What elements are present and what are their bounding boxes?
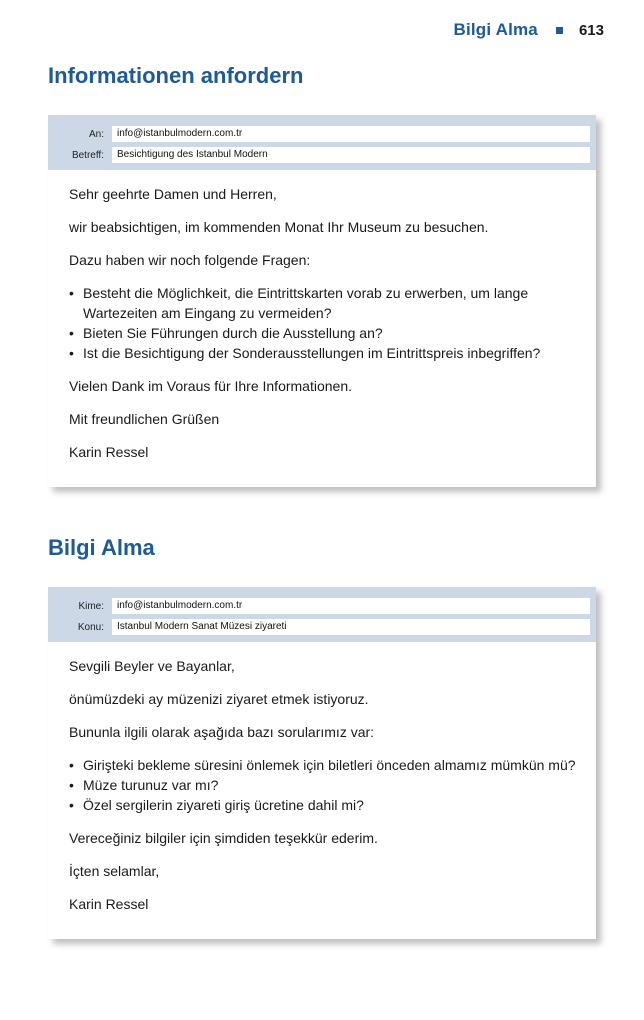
to-row — [54, 126, 590, 142]
email-body — [48, 642, 596, 939]
page-number: 613 — [578, 21, 604, 39]
email-german — [48, 115, 596, 487]
greeting: Sehr geehrte Damen und Herren, — [69, 186, 277, 202]
thanks-line: Vereceğiniz bilgiler için şimdiden teşekkür ederim. — [69, 830, 378, 846]
closing-line: Mit freundlichen Grüßen — [69, 411, 220, 427]
to-field: info@istanbulmodern.com.tr — [112, 126, 590, 142]
chapter-title: Bilgi Alma — [453, 20, 538, 39]
subject-field: Besichtigung des Istanbul Modern — [112, 147, 590, 163]
section-title-turkish: Bilgi Alma — [48, 535, 155, 560]
body-paragraph: Bununla ilgili olarak aşağıda bazı sorularımız var: — [69, 724, 375, 740]
greeting: Sevgili Beyler ve Bayanlar, — [69, 658, 235, 674]
subject-label: Betreff: — [71, 149, 104, 161]
to-field: info@istanbulmodern.com.tr — [112, 598, 590, 614]
closing-line: İçten selamlar, — [69, 863, 160, 879]
list-item: • Özel sergilerin ziyareti giriş ücretine dahil mi? — [69, 795, 576, 815]
subject-field: Istanbul Modern Sanat Müzesi ziyareti — [112, 619, 590, 635]
list-item: • Girişteki bekleme süresini önlemek için biletleri önceden almamız mümkün mü? — [69, 755, 576, 775]
to-row — [54, 598, 590, 614]
subject-row — [54, 619, 590, 635]
to-label: Kime: — [78, 600, 104, 612]
email-turkish — [48, 587, 596, 939]
signature: Karin Ressel — [69, 444, 149, 460]
body-paragraph: wir beabsichtigen, im kommenden Monat Ihr Museum zu besuchen. — [69, 219, 489, 235]
list-item: • Besteht die Möglichkeit, die Eintrittskarten vorab zu erwerben, um lange Wartezeiten am Eingang zu vermeiden? — [69, 283, 576, 323]
question-list — [69, 283, 576, 363]
running-head — [453, 20, 604, 40]
subject-label: Konu: — [77, 621, 104, 633]
subject-row — [54, 147, 590, 163]
list-item: • Ist die Besichtigung der Sonderausstellungen im Eintrittspreis inbegriffen? — [69, 343, 576, 363]
body-paragraph: önümüzdeki ay müzenizi ziyaret etmek istiyoruz. — [69, 691, 369, 707]
email-header — [48, 587, 596, 642]
email-header — [48, 115, 596, 170]
square-bullet-icon — [556, 27, 563, 34]
section-title-german: Informationen anfordern — [48, 63, 304, 88]
body-paragraph: Dazu haben wir noch folgende Fragen: — [69, 252, 311, 268]
signature: Karin Ressel — [69, 896, 149, 912]
list-item: • Müze turunuz var mı? — [69, 775, 576, 795]
email-body — [48, 170, 596, 487]
list-item: • Bieten Sie Führungen durch die Ausstellung an? — [69, 323, 576, 343]
question-list — [69, 755, 576, 815]
to-label: An: — [88, 128, 104, 140]
thanks-line: Vielen Dank im Voraus für Ihre Informationen. — [69, 378, 353, 394]
